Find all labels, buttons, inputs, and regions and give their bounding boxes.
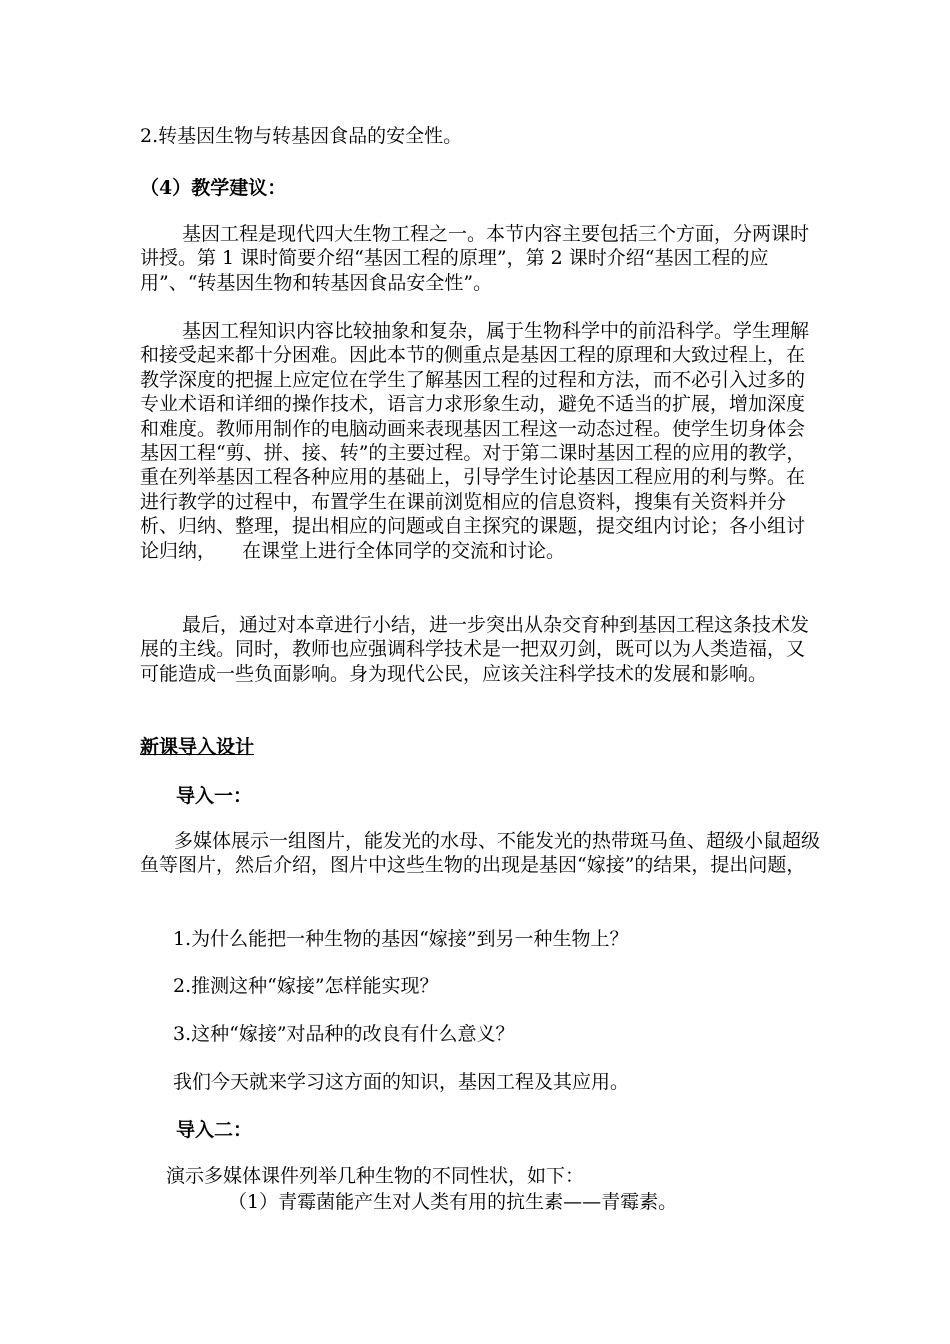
- heading-new-lesson-intro: 新课导入设计: [140, 736, 255, 758]
- paragraph-overview-text: 基因工程是现代四大生物工程之一。本节内容主要包括三个方面，分两课时讲授。第 1 课时简要介绍“基因工程的原理”，第 2 课时介绍“基因工程的应用”、“转基因生物和转基因食品安全性”。: [140, 223, 810, 294]
- paragraph-summary: [140, 613, 820, 686]
- question-2: 2.推测这种“嫁接”怎样能实现？: [173, 975, 439, 997]
- heading-teaching-suggestions: （4）教学建议：: [140, 177, 287, 199]
- paragraph-intro-two: 演示多媒体课件列举几种生物的不同性状，如下：: [166, 1165, 585, 1187]
- paragraph-intro-one-text: 多媒体展示一组图片，能发光的水母、不能发光的热带斑马鱼、超级小鼠超级鱼等图片，然后介绍，图片中这些生物的出现是基因“嫁接”的结果，提出问题，: [140, 830, 821, 877]
- question-1: 1.为什么能把一种生物的基因“嫁接”到另一种生物上？: [173, 928, 629, 950]
- heading-intro-one: 导入一：: [176, 785, 253, 807]
- paragraph-teaching-focus-text: 基因工程知识内容比较抽象和复杂，属于生物科学中的前沿科学。学生理解和接受起来都十分困难。因此本节的侧重点是基因工程的原理和大致过程上，在教学深度的把握上应定位在学生了解基因工程的过程和方法，而不必引入过多的专业术语和详细的操作技术，语言力求形象生动，避免不适当的扩展，增加深度和难度。教师用制作的电脑动画来表现基因工程这一动态过程。使学生切身体会基因工程“剪、拼、接、转”的主要过程。对于第二课时基因工程的应用的教学，重在列举基因工程各种应用的基础上，引导学生讨论基因工程应用的利与弊。在进行教学的过程中，布置学生在课前浏览相应的信息资料，搜集有关资料并分析、归纳、整理，提出相应的问题或自主探究的课题，提交组内讨论；各小组讨论归纳，: [140, 320, 810, 562]
- paragraph-teaching-focus-tail: 在课堂上进行全体同学的交流和讨论。: [242, 539, 566, 562]
- paragraph-intro-one-close: 我们今天就来学习这方面的知识，基因工程及其应用。: [173, 1071, 630, 1093]
- heading-intro-two: 导入二：: [176, 1119, 253, 1141]
- paragraph-summary-text: 最后，通过对本章进行小结，进一步突出从杂交育种到基因工程这条技术发展的主线。同时，教师也应强调科学技术是一把双刃剑，既可以为人类造福，又可能造成一些负面影响。身为现代公民，应该关注科学技术的发展和影响。: [140, 614, 810, 685]
- question-3: 3.这种“嫁接”对品种的改良有什么意义？: [173, 1023, 515, 1045]
- list-item-transgenic-safety: 2.转基因生物与转基因食品的安全性。: [140, 125, 463, 147]
- paragraph-intro-one: [140, 829, 820, 878]
- paragraph-overview: [140, 222, 820, 295]
- paragraph-teaching-focus: [140, 319, 820, 563]
- list-item-penicillium: （1）青霉菌能产生对人类有用的抗生素——青霉素。: [228, 1191, 678, 1213]
